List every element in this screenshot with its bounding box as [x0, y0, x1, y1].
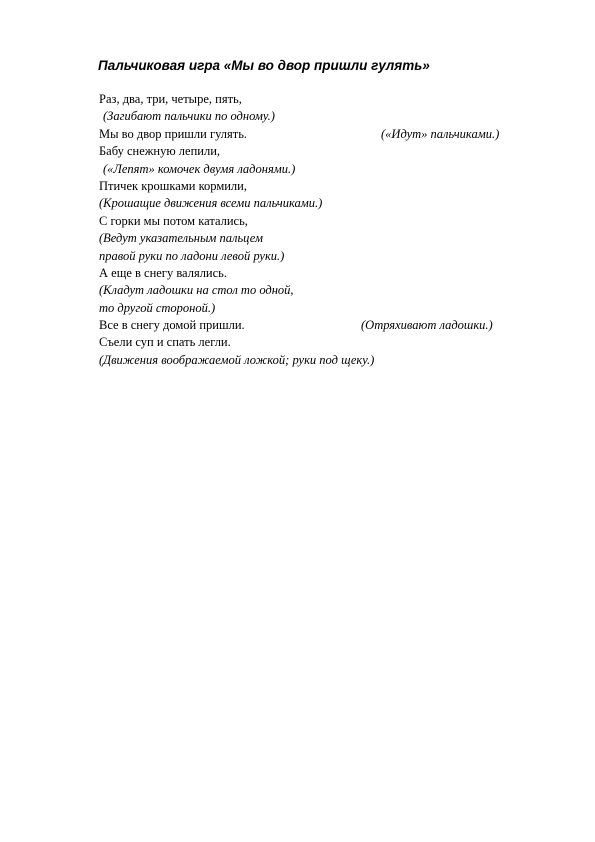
poem-line: [99, 143, 539, 160]
verse-text: Все в снегу домой пришли.: [99, 318, 245, 333]
instruction-text-right: («Идут» пальчиками.): [381, 126, 500, 141]
instruction-line: [99, 352, 539, 369]
instruction-text: правой руки по ладони левой руки.): [99, 248, 285, 263]
poem-line: [99, 334, 539, 351]
instruction-line: [99, 300, 539, 317]
poem-line: [99, 265, 539, 282]
instruction-text: (Кладут ладошки на стол то одной,: [99, 283, 294, 298]
instruction-line: [99, 248, 539, 265]
verse-text: Птичек крошками кормили,: [99, 178, 247, 193]
poem-line: [99, 317, 539, 334]
verse-text: Съели суп и спать легли.: [99, 335, 231, 350]
instruction-line: [99, 230, 539, 247]
document-title: Пальчиковая игра «Мы во двор пришли гулять»: [98, 58, 430, 73]
verse-text: А еще в снегу валялись.: [99, 265, 227, 280]
verse-text: Раз, два, три, четыре, пять,: [99, 92, 242, 106]
poem-line: [99, 213, 539, 230]
instruction-line: [99, 161, 539, 178]
instruction-text: («Лепят» комочек двумя ладонями.): [103, 161, 296, 176]
instruction-line: [99, 282, 539, 299]
instruction-line: [99, 108, 539, 125]
instruction-text: (Движения воображаемой ложкой; руки под щеку.): [99, 352, 375, 367]
verse-text: Мы во двор пришли гулять.: [99, 126, 248, 141]
verse-text: Бабу снежную лепили,: [99, 144, 221, 159]
instruction-line: [99, 195, 539, 212]
poem-line: [99, 91, 539, 108]
poem-body: [99, 91, 539, 369]
instruction-text: (Загибают пальчики по одному.): [103, 109, 275, 124]
poem-line: [99, 178, 539, 195]
instruction-text-right: (Отряхивают ладошки.): [361, 318, 493, 333]
instruction-text: то другой стороной.): [99, 300, 216, 315]
poem-line: [99, 126, 539, 143]
instruction-text: (Крошащие движения всеми пальчиками.): [99, 196, 323, 211]
instruction-text: (Ведут указательным пальцем: [99, 231, 263, 246]
verse-text: С горки мы потом катались,: [99, 213, 248, 228]
